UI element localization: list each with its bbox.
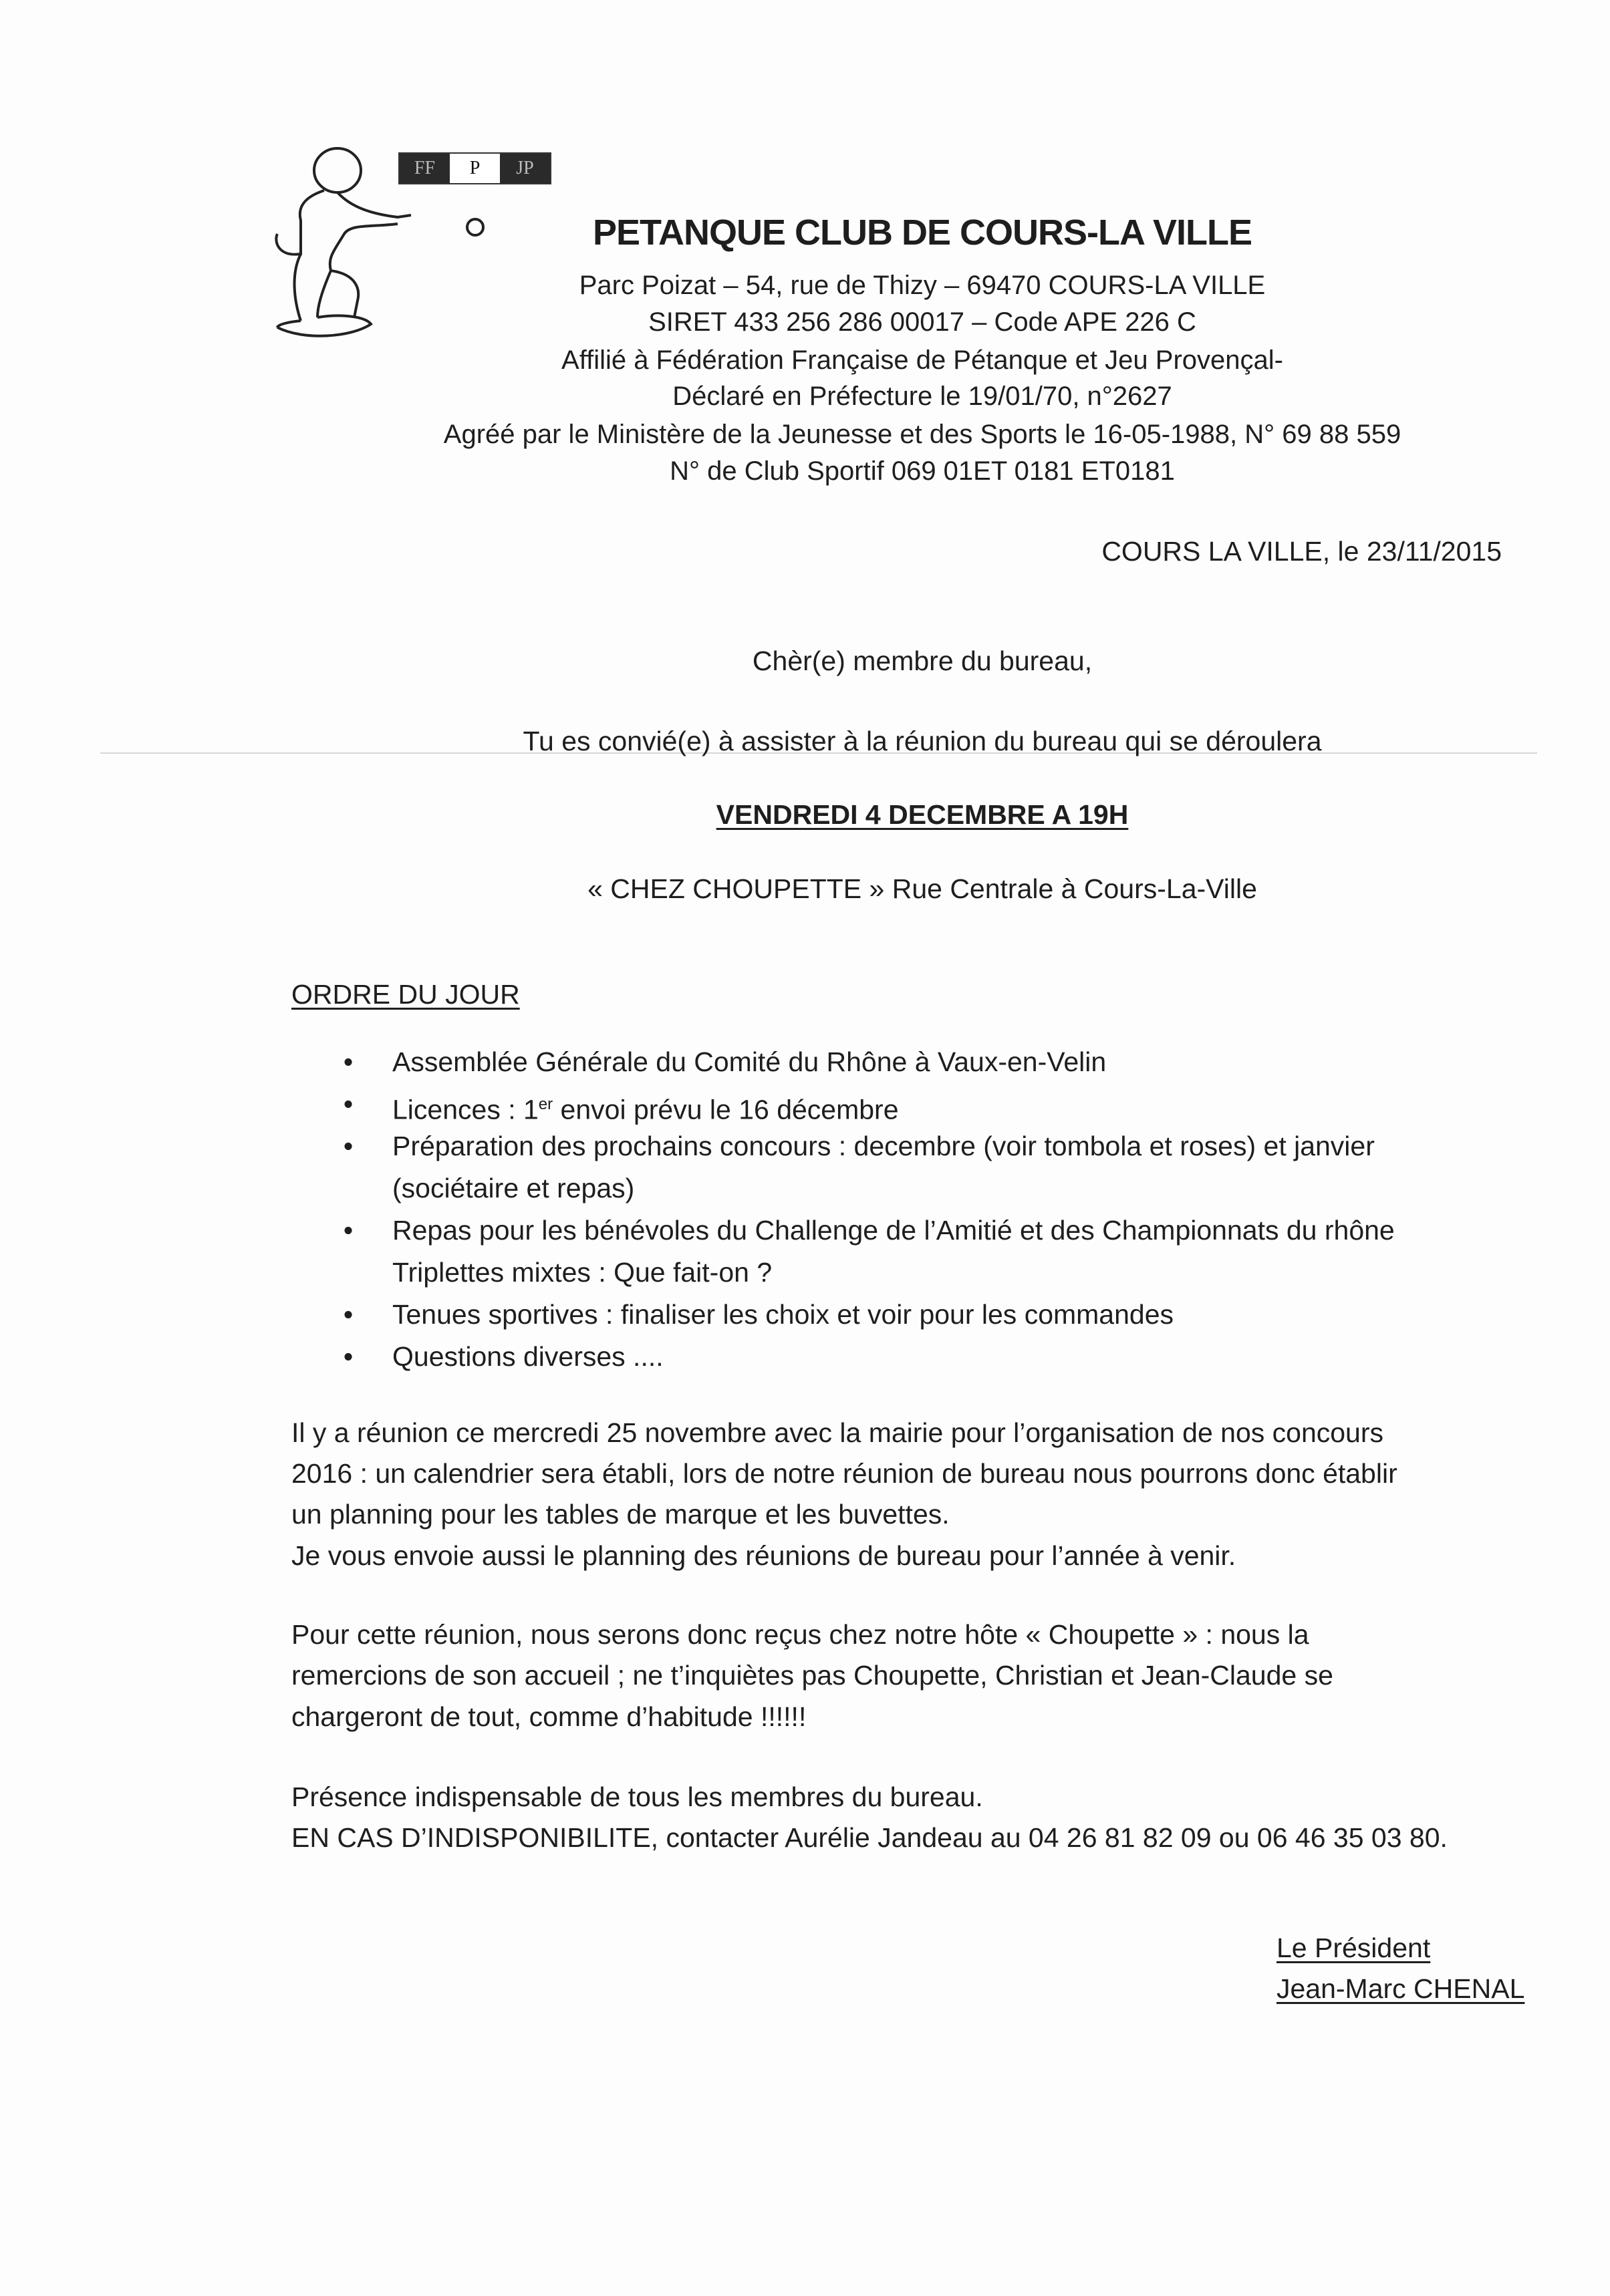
paragraph-line: remercions de son accueil ; ne t’inquiètes pas Choupette, Christian et Jean-Claude se: [291, 1660, 1333, 1691]
meeting-location: « CHEZ CHOUPETTE » Rue Centrale à Cours-La-Ville: [587, 873, 1257, 904]
agenda-item-text: Assemblée Générale du Comité du Rhône à Vaux-en-Velin: [392, 1046, 1107, 1077]
agenda-item-text-pre: Licences : 1: [392, 1094, 539, 1125]
agenda-item-text: Triplettes mixtes : Que fait-on ?: [392, 1257, 773, 1288]
paragraph-line: un planning pour les tables de marque et les buvettes.: [291, 1499, 950, 1530]
badge-p: P: [450, 154, 500, 183]
bullet-icon: •: [343, 1341, 354, 1372]
ffpjp-badge: [398, 152, 551, 184]
agenda-item-text: (sociétaire et repas): [392, 1173, 635, 1203]
signature-name-text: Jean-Marc CHENAL: [1277, 1973, 1525, 2004]
paragraph-line: Il y a réunion ce mercredi 25 novembre avec la mairie pour l’organisation de nos concours: [291, 1417, 1384, 1448]
agenda-item-text: Questions diverses ....: [392, 1341, 664, 1372]
bullet-icon: •: [343, 1046, 354, 1077]
agenda-heading: [291, 974, 520, 1016]
meeting-date: [0, 794, 1610, 836]
badge-jp: JP: [500, 154, 550, 183]
invitation-text: Tu es convié(e) à assister à la réunion du bureau qui se déroulera: [523, 726, 1322, 756]
club-title: PETANQUE CLUB DE COURS-LA VILLE: [592, 212, 1252, 253]
salutation: Chèr(e) membre du bureau,: [752, 645, 1093, 676]
meeting-date-text: VENDREDI 4 DECEMBRE A 19H: [716, 799, 1129, 830]
club-declaration: Déclaré en Préfecture le 19/01/70, n°2627: [672, 382, 1172, 411]
paragraph-line: Je vous envoie aussi le planning des réunions de bureau pour l’année à venir.: [291, 1540, 1236, 1571]
paragraph-line: 2016 : un calendrier sera établi, lors de notre réunion de bureau nous pourrons donc établir: [291, 1458, 1397, 1489]
date-line: COURS LA VILLE, le 23/11/2015: [1101, 536, 1502, 567]
signature-role: [1277, 1927, 1430, 1969]
bullet-icon: •: [343, 1215, 354, 1246]
paragraph-line: Pour cette réunion, nous serons donc reçus chez notre hôte « Choupette » : nous la: [291, 1619, 1309, 1650]
club-number: N° de Club Sportif 069 01ET 0181 ET0181: [670, 456, 1175, 486]
agenda-item-text-post: envoi prévu le 16 décembre: [553, 1094, 899, 1125]
signature-name: [1277, 1968, 1524, 2010]
badge-ff: FF: [400, 154, 450, 183]
agenda-heading-text: ORDRE DU JOUR: [291, 979, 520, 1010]
agenda-item-text: Repas pour les bénévoles du Challenge de l’Amitié et des Championnats du rhône: [392, 1215, 1395, 1246]
club-affiliation: Affilié à Fédération Française de Pétanque et Jeu Provençal-: [561, 345, 1283, 375]
agenda-item-text: Préparation des prochains concours : decembre (voir tombola et roses) et janvier: [392, 1131, 1375, 1161]
club-siret: SIRET 433 256 286 00017 – Code APE 226 C: [648, 307, 1196, 337]
signature-role-text: Le Président: [1277, 1932, 1431, 1963]
paragraph-line: EN CAS D’INDISPONIBILITE, contacter Aurélie Jandeau au 04 26 81 82 09 ou 06 46 35 03 80.: [291, 1822, 1448, 1853]
agenda-item-text: [392, 1083, 899, 1131]
bullet-icon: •: [343, 1131, 354, 1161]
superscript: er: [538, 1095, 553, 1113]
club-agreement: Agréé par le Ministère de la Jeunesse et des Sports le 16-05-1988, N° 69 88 559: [443, 420, 1401, 449]
agenda-item-text: Tenues sportives : finaliser les choix et voir pour les commandes: [392, 1299, 1174, 1330]
club-address: Parc Poizat – 54, rue de Thizy – 69470 COURS-LA VILLE: [579, 271, 1266, 300]
bullet-icon: •: [343, 1089, 354, 1119]
paragraph-line: Présence indispensable de tous les membres du bureau.: [291, 1781, 983, 1812]
bullet-icon: •: [343, 1299, 354, 1330]
paragraph-line: chargeront de tout, comme d’habitude !!!!!!: [291, 1701, 807, 1732]
